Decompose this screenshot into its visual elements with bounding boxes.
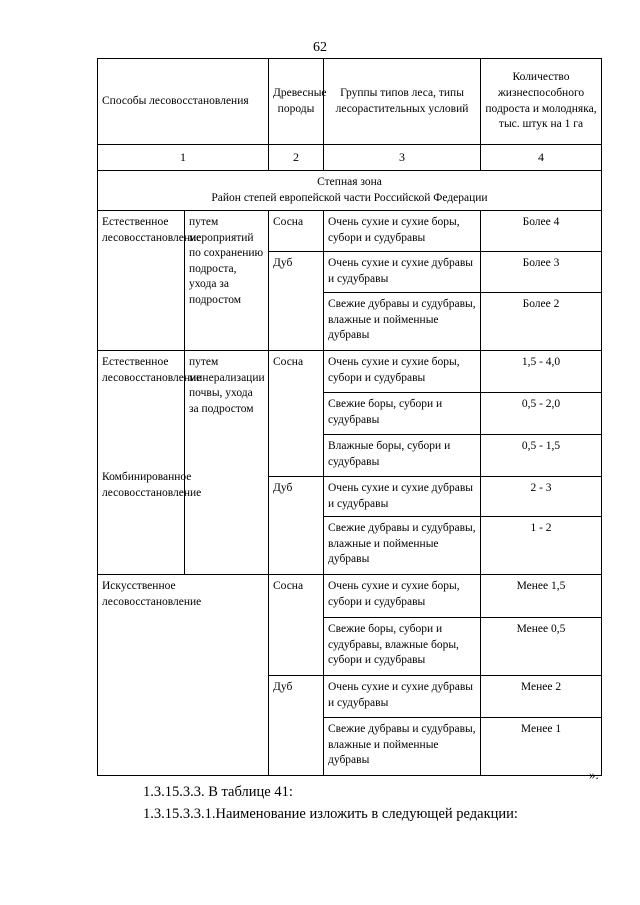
forest-type-cell: Очень сухие и сухие дубравы и судубравы [324,477,481,517]
quantity-cell: Менее 0,5 [481,618,602,676]
column-number: 1 [98,145,269,171]
quantity-cell: 1 - 2 [481,517,602,575]
paragraph-table-41: 1.3.15.3.3. В таблице 41: [143,784,293,800]
quantity-cell: Менее 1,5 [481,575,602,618]
column-number: 4 [481,145,602,171]
species-cell: Дуб [269,477,324,575]
forest-type-cell: Свежие боры, субори и судубравы, влажные боры, субори и судубравы [324,618,481,676]
forest-type-cell: Свежие дубравы и судубравы, влажные и пойменные дубравы [324,718,481,776]
table-row [98,351,602,393]
header-row [98,59,602,145]
closing-quote: ». [589,767,599,782]
zone-row [98,171,602,211]
forest-type-cell: Очень сухие и сухие дубравы и судубравы [324,676,481,718]
method-natural: Естественное лесовосстановление [102,356,202,384]
table-row [98,211,602,252]
zone-region: Район степей европейской части Российской Федерации [211,191,488,204]
method-cell [98,351,202,575]
page-number: 62 [313,40,327,55]
forest-type-cell: Очень сухие и сухие боры, субори и судубравы [324,351,481,393]
method-cell: Искусственное лесовосстановление [98,575,269,776]
zone-title: Степная зона [317,176,382,188]
header-methods: Способы лесовосстановления [98,59,269,145]
species-cell: Сосна [269,351,324,477]
method-combined: Комбинированное лесовосстановление [102,471,202,499]
forest-type-cell: Очень сухие и сухие боры, субори и судубравы [324,575,481,618]
species-cell: Сосна [269,211,324,252]
forest-type-cell: Свежие дубравы и судубравы, влажные и пойменные дубравы [324,293,481,351]
quantity-cell: 2 - 3 [481,477,602,517]
column-numbers-row [98,145,602,171]
forest-regeneration-table [97,58,602,776]
header-species: Древесные породы [269,59,324,145]
quantity-cell: Менее 1 [481,718,602,776]
header-forest-types: Группы типов леса, типы лесорастительных условий [324,59,481,145]
quantity-cell: 0,5 - 2,0 [481,393,602,435]
quantity-cell: Более 4 [481,211,602,252]
quantity-cell: Более 2 [481,293,602,351]
forest-type-cell: Очень сухие и сухие дубравы и судубравы [324,252,481,293]
quantity-cell: 1,5 - 4,0 [481,351,602,393]
submethod-cell: путем мероприятий по сохранению подроста, ухода за подростом [185,211,269,351]
species-cell: Сосна [269,575,324,676]
table-row [98,575,602,618]
forest-type-cell: Очень сухие и сухие боры, субори и судубравы [324,211,481,252]
quantity-cell: 0,5 - 1,5 [481,435,602,477]
forest-type-cell: Свежие дубравы и судубравы, влажные и пойменные дубравы [324,517,481,575]
paragraph-name-edit: 1.3.15.3.3.1.Наименование изложить в следующей редакции: [143,806,518,822]
header-quantity: Количество жизнеспособного подроста и молодняка, тыс. штук на 1 га [481,59,602,145]
zone-heading [98,171,602,211]
method-cell: Естественное лесовосстановление [98,211,185,351]
forest-type-cell: Влажные боры, субори и судубравы [324,435,481,477]
species-cell: Дуб [269,252,324,351]
submethod-cell: путем минерализации почвы, ухода за подростом [185,351,269,575]
column-number: 2 [269,145,324,171]
forest-type-cell: Свежие боры, субори и судубравы [324,393,481,435]
quantity-cell: Более 3 [481,252,602,293]
species-cell: Дуб [269,676,324,776]
quantity-cell: Менее 2 [481,676,602,718]
column-number: 3 [324,145,481,171]
